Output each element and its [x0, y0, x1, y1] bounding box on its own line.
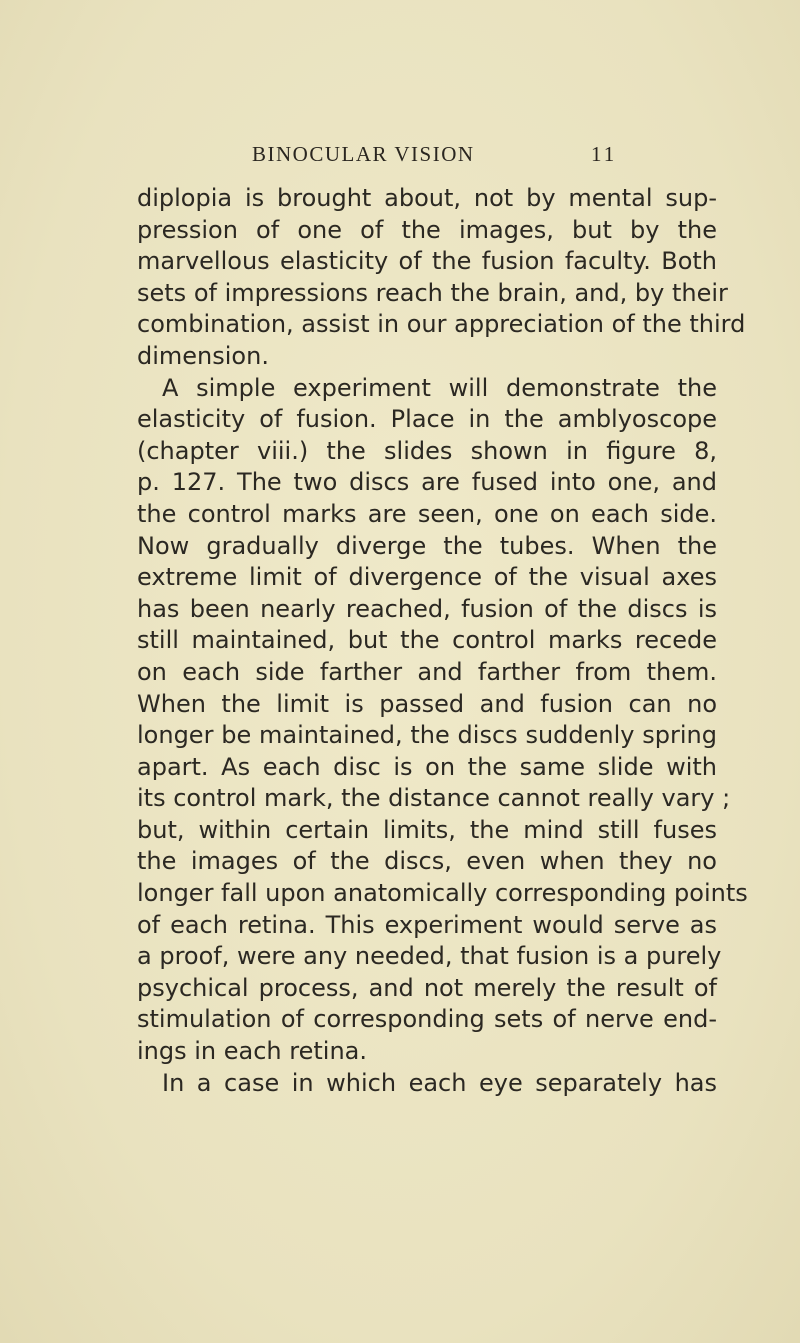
text-line: diplopia is brought about, not by mental sup- [137, 184, 717, 212]
text-line: elasticity of fusion. Place in the amblyoscope [137, 405, 717, 434]
body-text [137, 183, 748, 1099]
text-line: the images of the discs, even when they no [137, 847, 717, 876]
text-line: still maintained, but the control marks recede [137, 626, 717, 655]
text-line: longer fall upon anatomically corresponding points [137, 879, 748, 908]
text-line: When the limit is passed and fusion can no [137, 689, 717, 718]
text-line: but, within certain limits, the mind still fuses [137, 815, 717, 844]
paragraph-1 [137, 183, 746, 373]
text-line: marvellous elasticity of the fusion faculty. Both [137, 247, 717, 276]
text-line: pression of one of the images, but by the [137, 215, 717, 244]
text-line: combination, assist in our appreciation of the third [137, 310, 746, 339]
running-head [0, 142, 800, 172]
text-line: apart. As each disc is on the same slide with [137, 752, 717, 781]
text-line: longer be maintained, the discs suddenly spring [137, 721, 717, 750]
text-line: psychical process, and not merely the result of [137, 973, 717, 1002]
text-line: In a case in which each eye separately has [162, 1068, 717, 1097]
text-line: ings in each retina. [137, 1037, 367, 1066]
text-line: Now gradually diverge the tubes. When the [137, 531, 717, 560]
text-line: stimulation of corresponding sets of nerve end- [137, 1005, 717, 1034]
text-line: on each side farther and farther from them. [137, 657, 717, 686]
text-line: the control marks are seen, one on each side. [137, 499, 717, 528]
text-line: has been nearly reached, fusion of the discs is [137, 594, 717, 623]
text-line: extreme limit of divergence of the visual axes [137, 563, 717, 592]
text-line: p. 127. The two discs are fused into one, and [137, 468, 717, 497]
paragraph-2 [137, 373, 748, 1068]
text-line: a proof, were any needed, that fusion is a purely [137, 942, 722, 971]
paragraph-3 [137, 1068, 717, 1100]
text-line: (chapter viii.) the slides shown in figure 8, [137, 436, 717, 465]
text-line: dimension. [137, 341, 269, 370]
text-line: its control mark, the distance cannot really vary ; [137, 784, 731, 813]
running-title: BINOCULAR VISION [252, 142, 475, 166]
text-line: A simple experiment will demonstrate the [162, 373, 717, 402]
page-number: 11 [591, 142, 618, 166]
text-line: sets of impressions reach the brain, and, by their [137, 278, 728, 307]
text-line: of each retina. This experiment would serve as [137, 910, 717, 939]
